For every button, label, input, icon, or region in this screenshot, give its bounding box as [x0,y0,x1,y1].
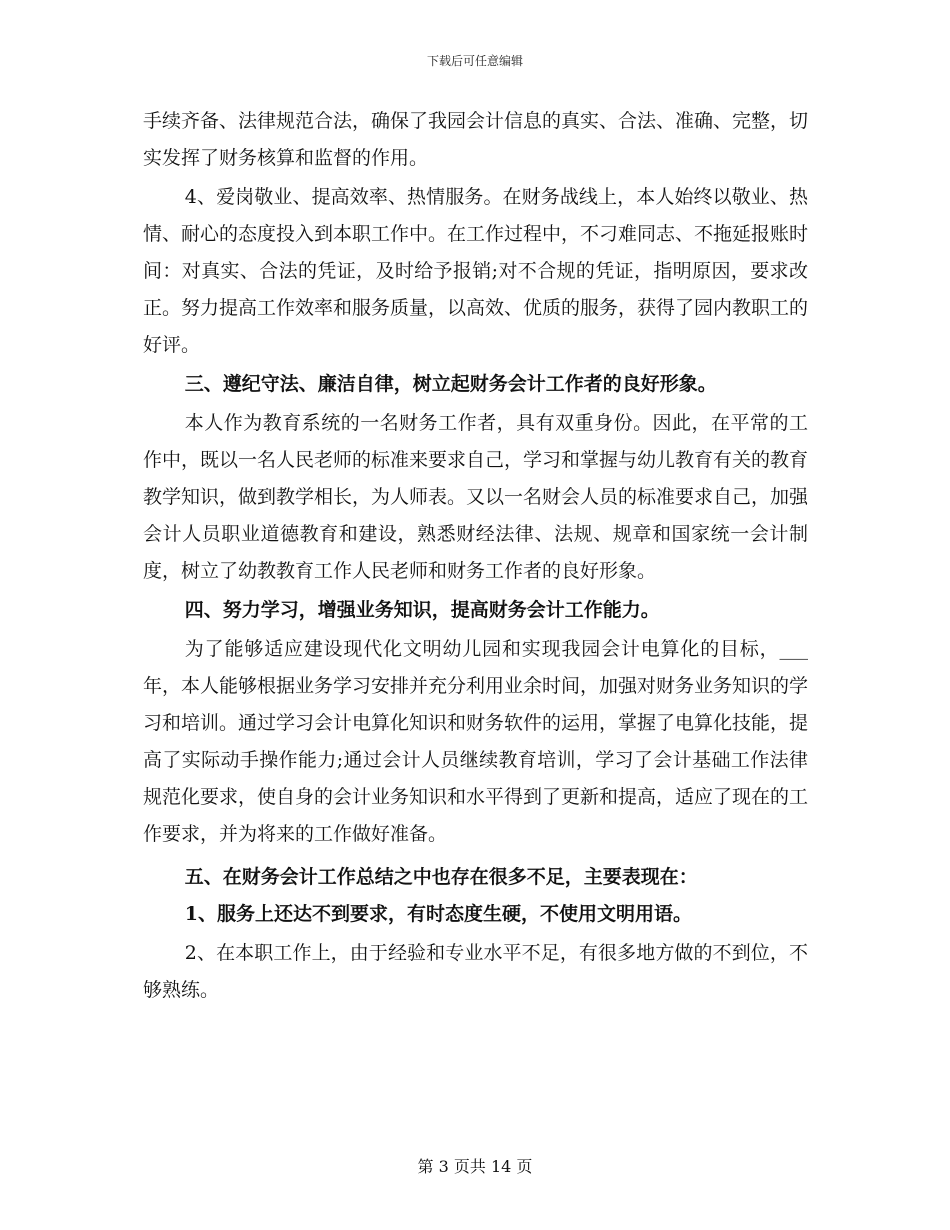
paragraph-shortcoming-2: 2、在本职工作上，由于经验和专业水平不足，有很多地方做的不到位，不够熟练。 [143,942,808,1001]
section-heading-5: 五、在财务会计工作总结之中也存在很多不足，主要表现在： [184,866,698,888]
paragraph-section-4-body: 为了能够适应建设现代化文明幼儿园和实现我园会计电算化的目标，___年，本人能够根据业务学习安排并充分利用业余时间，加强对财务业务知识的学习和培训。通过学习会计电算化知识和财务软件的运用，掌握了电算化技能，提高了实际动手操作能力;通过会计人员继续教育培训，学习了会计基础工作法律规范化要求，使自身的会计业务知识和水平得到了更新和提高，适应了现在的工作要求，并为将来的工作做好准备。 [143,638,809,845]
page-header: 下载后可任意编辑 [426,54,523,68]
section-heading-3: 三、遵纪守法、廉洁自律，树立起财务会计工作者的良好形象。 [184,373,717,395]
section-heading-4: 四、努力学习，增强业务知识，提高财务会计工作能力。 [184,599,660,621]
page-number: 第 3 页共 14 页 [417,1157,533,1176]
paragraph-continuation: 手续齐备、法律规范合法，确保了我园会计信息的真实、合法、准确、完整，切实发挥了财务核算和监督的作用。 [143,110,809,169]
paragraph-shortcoming-1: 1、服务上还达不到要求，有时态度生硬，不使用文明用语。 [184,903,693,925]
document-body [143,103,808,1009]
paragraph-item-4: 4、爱岗敬业、提高效率、热情服务。在财务战线上，本人始终以敬业、热情、耐心的态度投入到本职工作中。在工作过程中，不刁难同志、不拖延报账时间：对真实、合法的凭证，及时给予报销;对不合规的凭证，指明原因，要求改正。努力提高工作效率和服务质量，以高效、优质的服务，获得了园内教职工的好评。 [143,186,809,356]
paragraph-section-3-body: 本人作为教育系统的一名财务工作者，具有双重身份。因此，在平常的工作中，既以一名人民老师的标准来要求自己，学习和掌握与幼儿教育有关的教育教学知识，做到教学相长，为人师表。又以一名财会人员的标准要求自己，加强会计人员职业道德教育和建设，熟悉财经法律、法规、规章和国家统一会计制度，树立了幼教教育工作人民老师和财务工作者的良好形象。 [143,412,809,582]
